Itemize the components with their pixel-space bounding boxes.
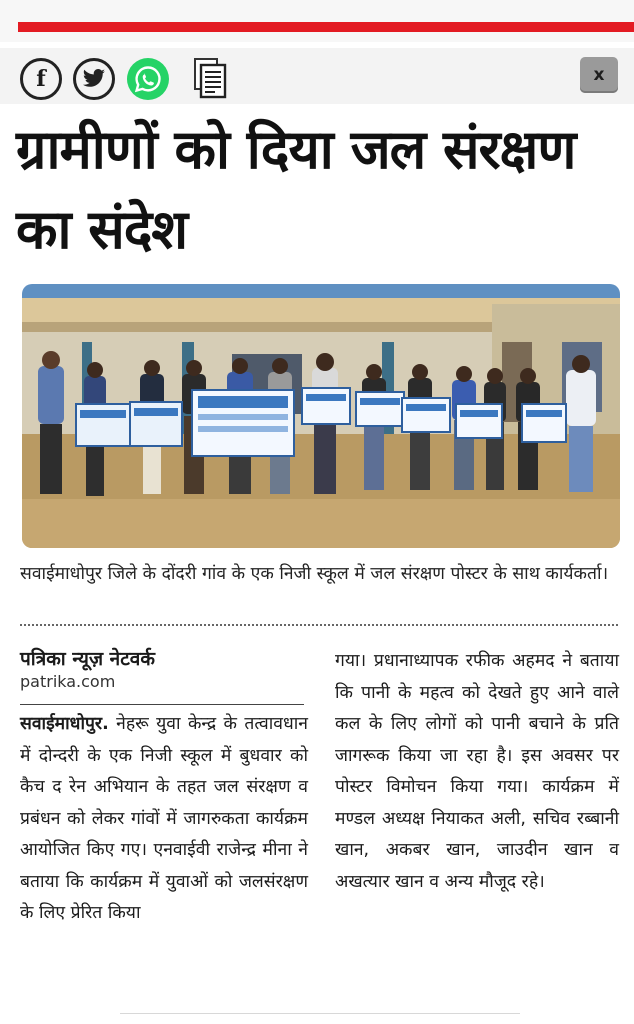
article-text-left: [20, 709, 308, 930]
twitter-share-icon[interactable]: [73, 58, 115, 100]
dotted-divider: [20, 624, 618, 626]
dateline: सवाईमाधोपुर.: [20, 714, 109, 734]
article-text-right: गया। प्रधानाध्यापक रफीक अहमद ने बताया कि पानी के महत्व को देखते हुए आने वाले कल के लिए लोगों को पानी बचाने के प्रति जागरूक किया जा रहा है। इस अवसर पर पोस्टर विमोचन किया गया। कार्यक्रम में मण्डल अध्यक्ष नियाकत अली, सचिव रब्बानी खान, अकबर खान, जाउदीन खान व अखत्यार खान व अन्य मौजूद रहे।: [335, 651, 619, 892]
photo-caption: सवाईमाधोपुर जिले के दोंदरी गांव के एक निजी स्कूल में जल संरक्षण पोस्टर के साथ कार्यकर्ता।: [20, 564, 609, 584]
news-photo: [22, 284, 620, 548]
close-button[interactable]: x: [580, 57, 618, 93]
bottom-divider: [120, 1013, 520, 1014]
article-column-right: [335, 646, 619, 898]
brand-red-bar: [18, 22, 634, 32]
article-left-body: नेहरू युवा केन्द्र के तत्वावधान में दोन्दरी के एक निजी स्कूल में बुधवार को कैच द रेन अभियान के तहत जल संरक्षण व प्रबंधन को लेकर गांवों में जागरुकता कार्यक्रम आयोजित किए गए। एनवाईवी राजेन्द्र मीना ने बताया कि कार्यक्रम में युवाओं को जलसंरक्षण के लिए प्रेरित किया: [20, 714, 308, 923]
article-column-left: [20, 646, 308, 930]
top-band: [0, 0, 634, 42]
site-link[interactable]: patrika.com: [20, 672, 116, 691]
headline: ग्रामीणों को दिया जल संरक्षण का संदेश: [16, 118, 576, 261]
byline-rule: [20, 704, 304, 705]
facebook-share-icon[interactable]: f: [20, 58, 62, 100]
document-icon[interactable]: [186, 56, 232, 102]
whatsapp-share-icon[interactable]: [127, 58, 169, 100]
byline: पत्रिका न्यूज़ नेटवर्क: [20, 648, 155, 670]
